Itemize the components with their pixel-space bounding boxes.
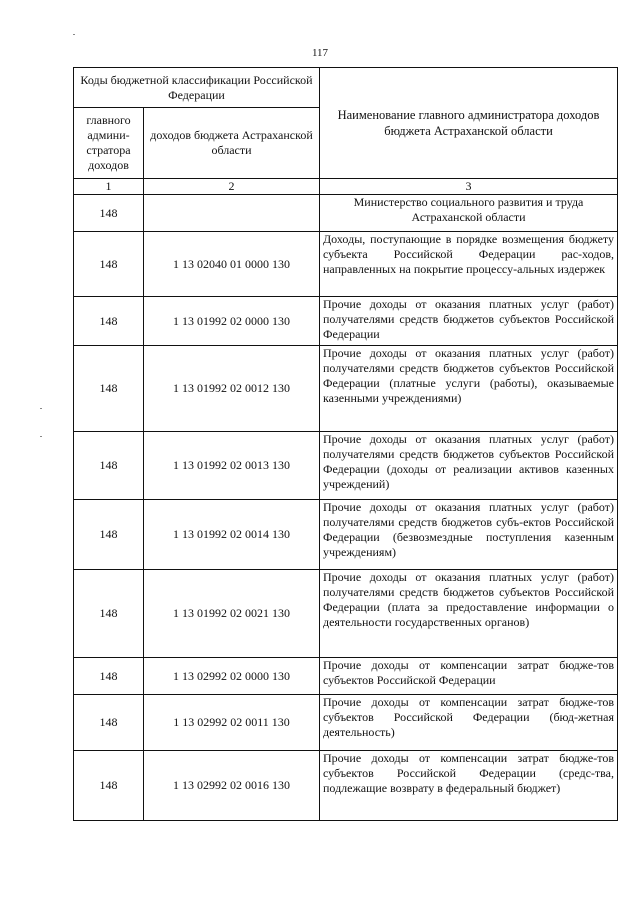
revenue-code-cell: 1 13 02040 01 0000 130 (144, 232, 320, 297)
table-row (74, 695, 618, 751)
scan-speck (40, 408, 42, 409)
revenue-code-cell: 1 13 01992 02 0000 130 (144, 297, 320, 346)
revenue-code-cell: 1 13 01992 02 0012 130 (144, 346, 320, 432)
scan-speck (73, 34, 75, 35)
revenue-name-cell: Прочие доходы от оказания платных услуг (работ) получателями средств бюджетов субъектов Российской Федерации (платные услуги (работы), оказываемые казенными учреждениями) (320, 346, 618, 432)
column-number: 3 (320, 179, 618, 195)
revenue-code-cell: 1 13 01992 02 0014 130 (144, 500, 320, 570)
revenue-code-cell (144, 195, 320, 232)
admin-code-header-cell: главного админи-стратора доходов (74, 108, 144, 179)
administrator-name-cell: Министерство социального развития и труда Астраханской области (320, 195, 618, 232)
revenue-code-cell: 1 13 01992 02 0021 130 (144, 570, 320, 658)
revenue-name-cell: Прочие доходы от компенсации затрат бюдже-тов субъектов Российской Федерации (средс-тва, подлежащие возврату в федеральный бюджет) (320, 751, 618, 821)
revenue-name-cell: Прочие доходы от оказания платных услуг (работ) получателями средств бюджетов субъектов Российской Федерации (доходы от реализации активов казенных учреждений) (320, 432, 618, 500)
table-row (74, 432, 618, 500)
revenue-name-cell: Прочие доходы от оказания платных услуг (работ) получателями средств бюджетов субъ-ектов Российской Федерации (безвозмездные поступления казенным учреждениям) (320, 500, 618, 570)
admin-code-cell: 148 (74, 232, 144, 297)
admin-code-cell: 148 (74, 432, 144, 500)
table-row (74, 346, 618, 432)
table-row (74, 658, 618, 695)
revenue-name-cell: Прочие доходы от компенсации затрат бюдже-тов субъектов Российской Федерации (бюд-жетная деятельность) (320, 695, 618, 751)
column-number: 2 (144, 179, 320, 195)
admin-code-cell: 148 (74, 570, 144, 658)
revenue-name-cell: Прочие доходы от оказания платных услуг (работ) получателями средств бюджетов субъектов Российской Федерации (плата за предоставление информации о деятельности государственных органов) (320, 570, 618, 658)
table-row (74, 570, 618, 658)
header-row (74, 68, 618, 108)
table-row (74, 232, 618, 297)
table-row (74, 297, 618, 346)
admin-code-cell: 148 (74, 695, 144, 751)
revenue-code-cell: 1 13 01992 02 0013 130 (144, 432, 320, 500)
admin-code-cell: 148 (74, 751, 144, 821)
admin-code-cell: 148 (74, 195, 144, 232)
admin-code-cell: 148 (74, 346, 144, 432)
table-row (74, 751, 618, 821)
scan-speck (40, 436, 42, 437)
column-number: 1 (74, 179, 144, 195)
table-row (74, 500, 618, 570)
revenue-code-cell: 1 13 02992 02 0000 130 (144, 658, 320, 695)
column-numbers-row (74, 179, 618, 195)
admin-code-cell: 148 (74, 658, 144, 695)
name-header-cell: Наименование главного администратора доходов бюджета Астраханской области (320, 68, 618, 179)
page-number: 117 (311, 47, 329, 59)
revenue-name-cell: Прочие доходы от оказания платных услуг (работ) получателями средств бюджетов субъектов Российской Федерации (320, 297, 618, 346)
budget-classification-table (73, 67, 618, 821)
revenue-code-cell: 1 13 02992 02 0011 130 (144, 695, 320, 751)
codes-title-cell: Коды бюджетной классификации Российской Федерации (74, 68, 320, 108)
revenue-code-header-cell: доходов бюджета Астраханской области (144, 108, 320, 179)
revenue-name-cell: Доходы, поступающие в порядке возмещения бюджету субъекта Российской Федерации рас-ходов, направленных на покрытие процессу-альных издержек (320, 232, 618, 297)
table-row (74, 195, 618, 232)
revenue-code-cell: 1 13 02992 02 0016 130 (144, 751, 320, 821)
admin-code-cell: 148 (74, 297, 144, 346)
revenue-name-cell: Прочие доходы от компенсации затрат бюдже-тов субъектов Российской Федерации (320, 658, 618, 695)
admin-code-cell: 148 (74, 500, 144, 570)
